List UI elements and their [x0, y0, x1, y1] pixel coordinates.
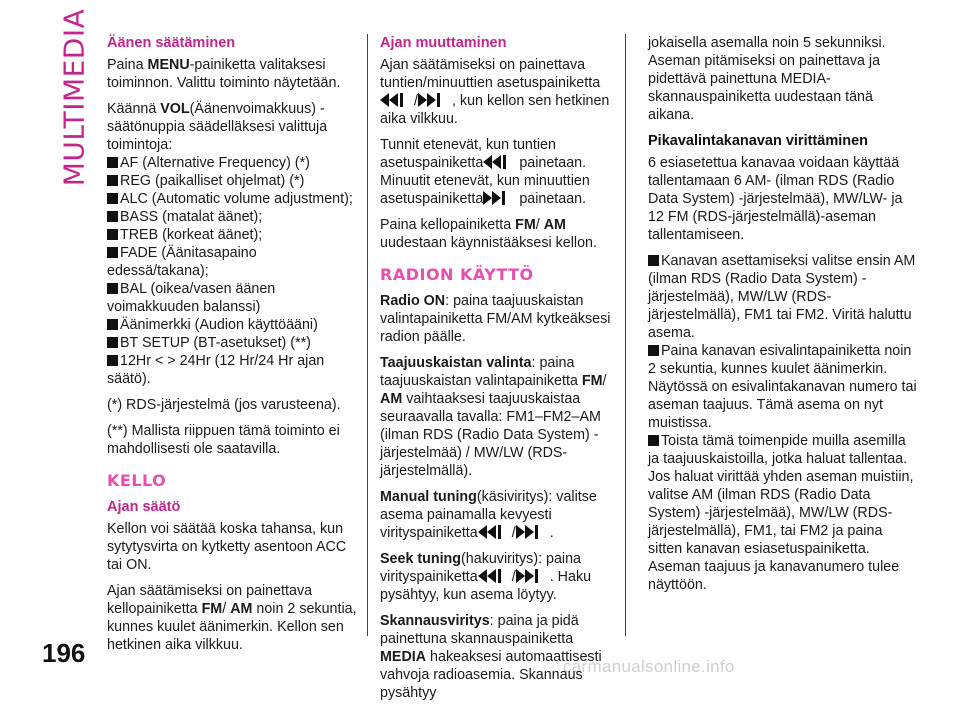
bullet-icon: [107, 157, 118, 168]
heading-radion-kaytto: RADION KÄYTTÖ: [380, 265, 534, 284]
paragraph-vol: Käännä VOL(Äänenvoimakkuus) -säätönuppia säädelläksesi valittuja toimintoja:: [107, 101, 328, 153]
list-item: BASS (matalat äänet);: [107, 208, 359, 226]
bullet-icon: [648, 345, 659, 356]
rewind-icon: [380, 93, 414, 107]
section-side-label-text: MULTIMEDIA: [57, 8, 91, 186]
bullet-icon: [107, 193, 118, 204]
bullet-icon: [107, 355, 118, 366]
paragraph-clock-set: Ajan säätämiseksi on painettava kellopainiketta FM/ AM noin 2 sekuntia, kunnes kuulet äänimerkin. Kellon sen hetkinen aika vilkkuu.: [107, 583, 357, 653]
bullet-icon: [107, 175, 118, 186]
section-side-label: [54, 8, 94, 186]
column-divider-2: [625, 34, 626, 636]
rewind-icon: [483, 155, 519, 169]
paragraph-time-change: Ajan säätämiseksi on painettava tuntien/minuuttien asetuspainiketta / , kun kellon sen hetkinen aika vilkkuu.: [380, 57, 610, 127]
list-item: Kanavan asettamiseksi valitse ensin AM (ilman RDS (Radio Data System) -järjestelmää), MW/LW (RDS-järjestelmällä), FM1 tai FM2. Viritä haluttu asema.: [648, 253, 916, 341]
heading-ajan-saato: Ajan säätö: [107, 499, 181, 515]
bullet-icon: [107, 229, 118, 240]
paragraph-radio-on: Radio ON: paina taajuuskaistan valintapainiketta FM/AM kytkeäksesi radion päälle.: [380, 293, 611, 345]
list-item: Toista tämä toimenpide muilla asemilla ja taajuuskaistoilla, jotka haluat tallentaa. Jos haluat virittää yhden aseman muistiin, valitse AM (ilman RDS (Radio Data System) -järjestelmää), MW/LW (RDS-järjestelmällä), FM1, tai FM2 ja paina sitten kanavan esiasetuspainiketta. Aseman taajuus ja kanavanumero tulee näyttöön.: [648, 433, 914, 593]
rewind-icon: [478, 569, 512, 583]
paragraph-presets: 6 esiasetettua kanavaa voidaan käyttää tallentamaan 6 AM- (ilman RDS (Radio Data System) -järjestelmää), MW/LW- ja 12 FM (RDS-järjestelmällä)-aseman tallentamiseen.: [648, 155, 903, 243]
paragraph-restart-clock: Paina kellopainiketta FM/ AM uudestaan käynnistääksesi kellon.: [380, 217, 597, 251]
bullet-icon: [648, 435, 659, 446]
list-item: Äänimerkki (Audion käyttöääni): [107, 316, 359, 334]
paragraph-hours-minutes: Tunnit etenevät, kun tuntien asetuspainiketta painetaan. Minuutit etenevät, kun minuuttien asetuspainiketta painetaan.: [380, 137, 590, 207]
list-item: AF (Alternative Frequency) (*): [107, 154, 359, 172]
heading-pikavalinta: Pikavalintakanavan virittäminen: [648, 133, 869, 149]
bullet-icon: [107, 283, 118, 294]
heading-aanen-saataminen: Äänen säätäminen: [107, 35, 236, 51]
list-item: BAL (oikea/vasen äänen voimakkuuden balanssi): [107, 281, 276, 315]
list-item: ALC (Automatic volume adjustment);: [107, 190, 359, 208]
column-divider-1: [367, 34, 368, 636]
bullet-icon: [648, 255, 659, 266]
list-item: Paina kanavan esivalintapainiketta noin 2 sekuntia, kunnes kuulet äänimerkin. Näytössä on esivalintakanavan numero tai aseman taajuus. Tämä asema on nyt muistissa.: [648, 343, 917, 431]
list-item: FADE (Äänitasapaino edessä/takana);: [107, 245, 257, 279]
fast-forward-icon: [516, 525, 550, 539]
bullet-icon: [107, 247, 118, 258]
paragraph-scan-tuning: Skannausviritys: paina ja pidä painettuna skannauspainiketta MEDIA hakeaksesi automaattisesti vahvoja radioasemia. Skannaus pysähtyy: [380, 613, 602, 701]
list-item: REG (paikalliset ohjelmat) (*): [107, 172, 359, 190]
footnote-rds: (*) RDS-järjestelmä (jos varusteena).: [107, 397, 341, 413]
list-item: TREB (korkeat äänet);: [107, 226, 359, 244]
paragraph-scan-continued: jokaisella asemalla noin 5 sekunniksi. Aseman pitämiseksi on painettava ja pidettävä painettuna MEDIA-skannauspainiketta uudestaan tänä aikana.: [648, 35, 886, 123]
column-2: [380, 34, 612, 710]
watermark: carmanualsonline.info: [563, 657, 735, 676]
paragraph-manual-tuning: Manual tuning(käsiviritys): valitse asema painamalla kevyesti virityspainiketta / .: [380, 489, 597, 541]
bullet-icon: [107, 319, 118, 330]
page-number: 196: [42, 638, 86, 668]
list-item: BT SETUP (BT-asetukset) (**): [107, 334, 359, 352]
bullet-icon: [107, 337, 118, 348]
heading-kello: KELLO: [107, 471, 167, 490]
rewind-icon: [478, 525, 512, 539]
paragraph-clock-acc: Kellon voi säätää koska tahansa, kun sytytysvirta on kytketty asentoon ACC tai ON.: [107, 521, 347, 573]
fast-forward-icon: [483, 191, 519, 205]
fast-forward-icon: [418, 93, 452, 107]
heading-ajan-muuttaminen: Ajan muuttaminen: [380, 35, 507, 51]
footnote-model: (**) Mallista riippuen tämä toiminto ei mahdollisesti ole saatavilla.: [107, 423, 340, 457]
bullet-icon: [107, 211, 118, 222]
paragraph-seek-tuning: Seek tuning(hakuviritys): paina virityspainiketta / . Haku pysähtyy, kun asema löytyy.: [380, 551, 592, 603]
fast-forward-icon: [516, 569, 550, 583]
column-1: [107, 34, 359, 662]
paragraph-band-select: Taajuuskaistan valinta: paina taajuuskaistan valintapainiketta FM/ AM vaihtaaksesi taajuuskaistaa seuraavalla tavalla: FM1–FM2–AM (ilman RDS (Radio Data System) -järjestelmää) / MW/LW (RDS-järjestelmällä).: [380, 355, 607, 479]
list-item: 12Hr < > 24Hr (12 Hr/24 Hr ajan säätö).: [107, 353, 325, 387]
column-3: [648, 34, 918, 594]
paragraph-menu: Paina MENU-painiketta valitaksesi toiminnon. Valittu toiminto näytetään.: [107, 57, 341, 91]
